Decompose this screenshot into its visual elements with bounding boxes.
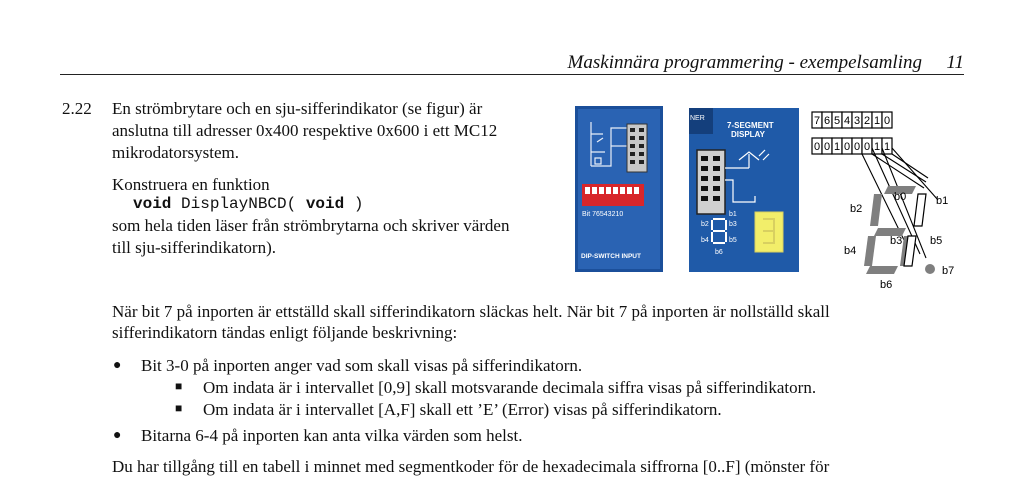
paragraph-line-2: sifferindikatorn tändas enligt följande beskrivning: (112, 323, 458, 342)
sub-bullet-square: ■ (175, 379, 183, 393)
intro-line-3: mikrodatorsystem. (112, 143, 240, 162)
page-number: 11 (946, 52, 964, 73)
bit-value-7: 0 (813, 141, 821, 153)
bit-number-4: 4 (843, 115, 851, 127)
bit-number-6: 6 (823, 115, 831, 127)
bit-value-1: 1 (873, 141, 881, 153)
sub-bullet-text-1: Om indata är i intervallet [0,9] skall motsvarande decimala siffra visas på sifferindikatorn. (203, 378, 817, 397)
board-title-line-2: DISPLAY (731, 130, 765, 139)
construct-label: Konstruera en funktion (112, 175, 270, 194)
bullet-dot: ● (113, 358, 122, 373)
board-title-line-1: 7-SEGMENT (727, 121, 774, 130)
bit-number-2: 2 (863, 115, 871, 127)
seg-label-b3: b3 (729, 221, 737, 228)
running-header (60, 48, 964, 75)
bit-number-3: 3 (853, 115, 861, 127)
bit-number-1: 1 (873, 115, 881, 127)
intro-line-2: anslutna till adresser 0x400 respektive 0x600 i ett MC12 (112, 121, 498, 140)
segment-label-b0: b0 (894, 191, 907, 203)
bit-number-0: 0 (883, 115, 891, 127)
bit-value-4: 0 (843, 141, 851, 153)
bit-number-5: 5 (833, 115, 841, 127)
bullet-text-1: Bit 3-0 på inporten anger vad som skall visas på sifferindikatorn. (141, 356, 583, 375)
seg-label-b2: b2 (701, 221, 709, 228)
decimal-point-dot (925, 264, 935, 274)
code-function-name: DisplayNBCD( (171, 195, 306, 213)
bullet-text-2: Bitarna 6-4 på inporten kan anta vilka värden som helst. (141, 426, 523, 445)
bit-number-7: 7 (813, 115, 821, 127)
segment-label-b7: b7 (942, 265, 955, 277)
desc-line-1: som hela tiden läser från strömbrytarna och skriver värden (112, 216, 510, 235)
segment-label-b3: b3 (890, 235, 903, 247)
paragraph-line-1: När bit 7 på inporten är ettställd skall sifferindikatorn släckas helt. När bit 7 på inporten är nollställd skall (112, 302, 830, 321)
seg-label-b5: b5 (729, 237, 737, 244)
desc-line-2: till sju-sifferindikatorn). (112, 238, 276, 257)
bit-value-0: 1 (883, 141, 891, 153)
seven-segment-board-image (689, 108, 799, 272)
board-corner-label: NER (690, 115, 705, 122)
code-keyword-2: void (305, 195, 345, 213)
segment-label-b6: b6 (880, 279, 893, 288)
segment-label-b2: b2 (850, 203, 863, 215)
bit-value-5: 1 (833, 141, 841, 153)
segment-label-b1: b1 (936, 195, 949, 207)
problem-number: 2.22 (62, 99, 92, 118)
code-signature (133, 194, 363, 215)
seg-label-b6: b6 (715, 249, 723, 256)
sub-bullet-square: ■ (175, 401, 183, 415)
closing-line: Du har tillgång till en tabell i minnet med segmentkoder för de hexadecimala siffrorna [0..F] (mönster för (112, 457, 830, 476)
bullet-dot: ● (113, 428, 122, 443)
dip-switch-board-image (575, 106, 663, 272)
intro-line-1: En strömbrytare och en sju-sifferindikator (se figur) är (112, 99, 483, 118)
segment-label-b5: b5 (930, 235, 943, 247)
dip-caption: DIP-SWITCH INPUT (581, 253, 641, 260)
seg-label-b4: b4 (701, 237, 709, 244)
segment-mapping-diagram (808, 108, 968, 288)
seg-label-b1: b1 (729, 211, 737, 218)
header-title: Maskinnära programmering - exempelsamling (567, 52, 922, 73)
dip-bit-label: Bit 76543210 (582, 211, 624, 218)
bit-value-2: 0 (863, 141, 871, 153)
code-end: ) (344, 195, 364, 213)
segment-label-b4: b4 (844, 245, 857, 257)
bit-value-3: 0 (853, 141, 861, 153)
sub-bullet-text-2: Om indata är i intervallet [A,F] skall ett ’E’ (Error) visas på sifferindikatorn. (203, 400, 722, 419)
code-keyword-1: void (133, 195, 172, 213)
bit-value-6: 0 (823, 141, 831, 153)
